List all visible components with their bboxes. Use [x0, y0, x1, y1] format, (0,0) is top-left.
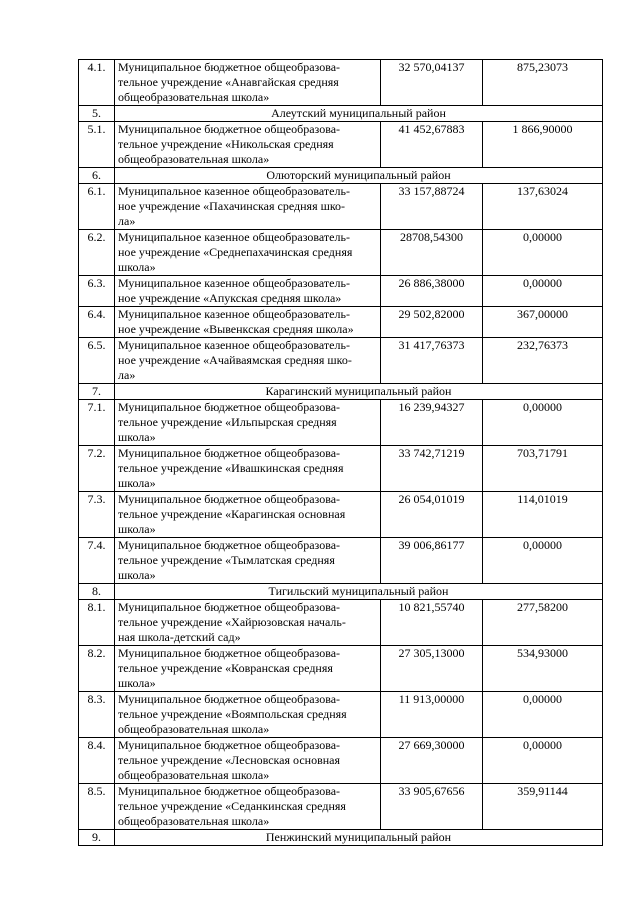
amount-total: 11 913,00000	[381, 692, 483, 738]
institution-name-line: тельное учреждение «Анавгайская средняя	[118, 75, 339, 89]
institution-name	[115, 400, 381, 446]
institution-name-line: Муниципальное казенное общеобразователь-	[118, 184, 350, 198]
table-row	[79, 446, 603, 492]
row-number: 8.3.	[79, 692, 115, 738]
institution-name	[115, 646, 381, 692]
institution-name-line: тельное учреждение «Лесновская основная	[118, 753, 341, 767]
district-title: Алеутский муниципальный район	[115, 106, 603, 122]
district-header-row	[79, 830, 603, 846]
institution-name-line: ное учреждение «Вывенкская средняя школа»	[118, 322, 354, 336]
row-number: 6.2.	[79, 230, 115, 276]
row-number: 7.1.	[79, 400, 115, 446]
institution-name-line: Муниципальное бюджетное общеобразова-	[118, 446, 341, 460]
institution-name-line: школа»	[118, 260, 156, 274]
table-row	[79, 784, 603, 830]
institution-name-line: Муниципальное бюджетное общеобразова-	[118, 538, 341, 552]
institution-name	[115, 122, 381, 168]
table-row	[79, 60, 603, 106]
amount-extra: 0,00000	[483, 538, 603, 584]
institution-name	[115, 600, 381, 646]
institution-name-line: Муниципальное бюджетное общеобразова-	[118, 784, 341, 798]
amount-extra: 0,00000	[483, 400, 603, 446]
institution-name	[115, 446, 381, 492]
row-number: 7.	[79, 384, 115, 400]
table-row	[79, 230, 603, 276]
table-row	[79, 276, 603, 307]
row-number: 6.1.	[79, 184, 115, 230]
row-number: 6.3.	[79, 276, 115, 307]
table-row	[79, 184, 603, 230]
row-number: 9.	[79, 830, 115, 846]
institution-name	[115, 338, 381, 384]
district-header-row	[79, 168, 603, 184]
institution-name-line: Муниципальное бюджетное общеобразова-	[118, 692, 341, 706]
amount-extra: 0,00000	[483, 738, 603, 784]
amount-total: 33 157,88724	[381, 184, 483, 230]
institution-name-line: школа»	[118, 476, 156, 490]
district-header-row	[79, 584, 603, 600]
institution-name-line: Муниципальное бюджетное общеобразова-	[118, 646, 341, 660]
institution-name	[115, 492, 381, 538]
institution-name	[115, 184, 381, 230]
row-number: 5.	[79, 106, 115, 122]
institution-name-line: тельное учреждение «Хайрюзовская началь-	[118, 615, 346, 629]
institution-name-line: тельное учреждение «Карагинская основная	[118, 507, 346, 521]
amount-extra: 534,93000	[483, 646, 603, 692]
table-row	[79, 307, 603, 338]
institution-name	[115, 538, 381, 584]
amount-extra: 137,63024	[483, 184, 603, 230]
institution-name	[115, 276, 381, 307]
amount-extra: 0,00000	[483, 230, 603, 276]
amount-total: 26 054,01019	[381, 492, 483, 538]
institution-name-line: ное учреждение «Апукская средняя школа»	[118, 291, 342, 305]
institution-name-line: Муниципальное бюджетное общеобразова-	[118, 400, 341, 414]
institution-name-line: Муниципальное бюджетное общеобразова-	[118, 738, 341, 752]
row-number: 8.4.	[79, 738, 115, 784]
institution-name-line: ла»	[118, 368, 136, 382]
institution-name-line: Муниципальное казенное общеобразователь-	[118, 230, 350, 244]
institution-name-line: Муниципальное бюджетное общеобразова-	[118, 122, 341, 136]
amount-extra: 703,71791	[483, 446, 603, 492]
institution-name-line: тельное учреждение «Воямпольская средняя	[118, 707, 347, 721]
institution-name-line: общеобразовательная школа»	[118, 152, 270, 166]
table-row	[79, 122, 603, 168]
row-number: 6.4.	[79, 307, 115, 338]
amount-extra: 1 866,90000	[483, 122, 603, 168]
institution-name-line: Муниципальное бюджетное общеобразова-	[118, 60, 341, 74]
institution-name-line: ная школа-детский сад»	[118, 630, 241, 644]
institution-name	[115, 738, 381, 784]
amount-extra: 359,91144	[483, 784, 603, 830]
amount-total: 27 305,13000	[381, 646, 483, 692]
row-number: 5.1.	[79, 122, 115, 168]
district-title: Карагинский муниципальный район	[115, 384, 603, 400]
amount-total: 10 821,55740	[381, 600, 483, 646]
row-number: 6.5.	[79, 338, 115, 384]
amount-total: 26 886,38000	[381, 276, 483, 307]
district-title: Тигильский муниципальный район	[115, 584, 603, 600]
row-number: 4.1.	[79, 60, 115, 106]
schools-funding-table	[78, 59, 603, 846]
institution-name-line: общеобразовательная школа»	[118, 814, 270, 828]
institution-name-line: тельное учреждение «Ивашкинская средняя	[118, 461, 344, 475]
table-row	[79, 692, 603, 738]
table-body	[79, 60, 603, 846]
institution-name-line: тельное учреждение «Ковранская средняя	[118, 661, 333, 675]
institution-name-line: общеобразовательная школа»	[118, 90, 270, 104]
table-row	[79, 600, 603, 646]
institution-name-line: общеобразовательная школа»	[118, 722, 270, 736]
institution-name-line: школа»	[118, 568, 156, 582]
institution-name-line: Муниципальное бюджетное общеобразова-	[118, 492, 341, 506]
amount-extra: 875,23073	[483, 60, 603, 106]
institution-name	[115, 230, 381, 276]
amount-total: 16 239,94327	[381, 400, 483, 446]
district-header-row	[79, 384, 603, 400]
institution-name-line: школа»	[118, 430, 156, 444]
row-number: 8.5.	[79, 784, 115, 830]
amount-extra: 232,76373	[483, 338, 603, 384]
institution-name-line: общеобразовательная школа»	[118, 768, 270, 782]
institution-name	[115, 60, 381, 106]
institution-name-line: тельное учреждение «Никольская средняя	[118, 137, 334, 151]
institution-name-line: ла»	[118, 214, 136, 228]
amount-extra: 367,00000	[483, 307, 603, 338]
institution-name-line: Муниципальное казенное общеобразователь-	[118, 338, 350, 352]
amount-total: 41 452,67883	[381, 122, 483, 168]
institution-name-line: Муниципальное бюджетное общеобразова-	[118, 600, 341, 614]
amount-total: 33 905,67656	[381, 784, 483, 830]
institution-name-line: тельное учреждение «Ильпырская средняя	[118, 415, 337, 429]
row-number: 7.3.	[79, 492, 115, 538]
district-title: Олюторский муниципальный район	[115, 168, 603, 184]
amount-extra: 0,00000	[483, 692, 603, 738]
amount-extra: 114,01019	[483, 492, 603, 538]
amount-total: 33 742,71219	[381, 446, 483, 492]
table-row	[79, 338, 603, 384]
table-row	[79, 538, 603, 584]
amount-total: 29 502,82000	[381, 307, 483, 338]
row-number: 8.	[79, 584, 115, 600]
amount-extra: 0,00000	[483, 276, 603, 307]
institution-name-line: школа»	[118, 522, 156, 536]
institution-name	[115, 692, 381, 738]
row-number: 8.1.	[79, 600, 115, 646]
row-number: 6.	[79, 168, 115, 184]
institution-name	[115, 784, 381, 830]
amount-total: 28708,54300	[381, 230, 483, 276]
table-row	[79, 400, 603, 446]
table-row	[79, 646, 603, 692]
amount-extra: 277,58200	[483, 600, 603, 646]
institution-name-line: Муниципальное казенное общеобразователь-	[118, 276, 350, 290]
institution-name-line: тельное учреждение «Тымлатская средняя	[118, 553, 335, 567]
institution-name-line: ное учреждение «Ачайваямская средняя шко-	[118, 353, 352, 367]
row-number: 8.2.	[79, 646, 115, 692]
district-header-row	[79, 106, 603, 122]
institution-name-line: Муниципальное казенное общеобразователь-	[118, 307, 350, 321]
amount-total: 31 417,76373	[381, 338, 483, 384]
institution-name	[115, 307, 381, 338]
institution-name-line: ное учреждение «Пахачинская средняя шко-	[118, 199, 346, 213]
amount-total: 32 570,04137	[381, 60, 483, 106]
row-number: 7.4.	[79, 538, 115, 584]
table-row	[79, 738, 603, 784]
institution-name-line: ное учреждение «Среднепахачинская средняя	[118, 245, 353, 259]
amount-total: 27 669,30000	[381, 738, 483, 784]
institution-name-line: школа»	[118, 676, 156, 690]
institution-name-line: тельное учреждение «Седанкинская средняя	[118, 799, 346, 813]
amount-total: 39 006,86177	[381, 538, 483, 584]
district-title: Пенжинский муниципальный район	[115, 830, 603, 846]
row-number: 7.2.	[79, 446, 115, 492]
table-row	[79, 492, 603, 538]
